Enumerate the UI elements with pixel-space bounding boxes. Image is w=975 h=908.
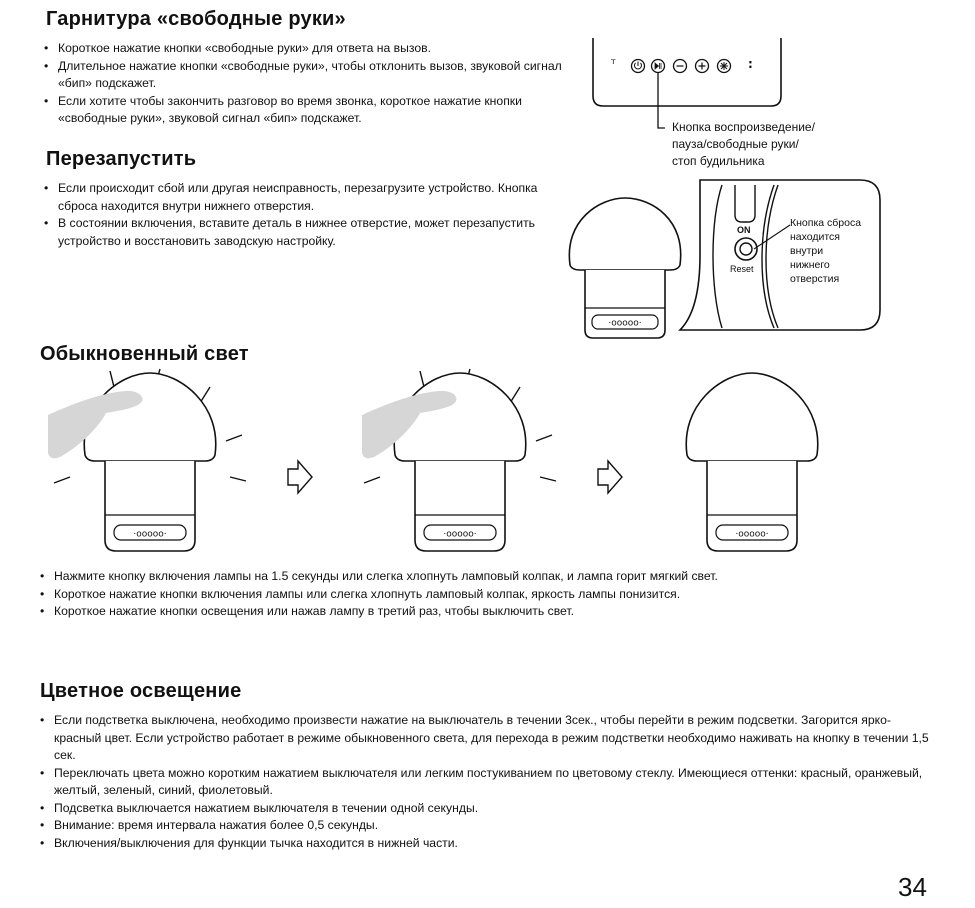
playpause-callout: Кнопка воспроизведение/ пауза/свободные руки/ стоп будильника	[672, 120, 815, 168]
list-item: • Переключать цвета можно коротким нажатием выключателя или легким постукиванием по цветовому стеклу. Имеющиеся оттенки: красный, оранжевый, желтый, зеленый, синий, фиолетовый.	[40, 765, 930, 800]
normal-light-list	[40, 568, 940, 621]
list-item: • Если происходит сбой или другая неисправность, перезагрузите устройство. Кнопка сброса находится внутри нижнего отверстия.	[44, 180, 564, 215]
section-title-normal-light: Обыкновенный свет	[40, 343, 249, 365]
list-item: • Короткое нажатие кнопки «свободные руки» для ответа на вызов.	[44, 40, 574, 58]
reset-callout: Кнопка сброса находится внутри нижнего отверстия	[790, 217, 862, 285]
list-item: • Короткое нажатие кнопки включения лампы или слегка хлопнуть ламповый колпак, яркость лампы понизится.	[40, 586, 940, 604]
page-number: 34	[898, 872, 927, 902]
indicator-icon: :	[748, 57, 753, 71]
arrow-right-icon	[598, 461, 622, 493]
arrow-right-icon	[288, 461, 312, 493]
list-item: • Внимание: время интервала нажатия более 0,5 секунды.	[40, 817, 930, 835]
list-item: • Включения/выключения для функции тычка находится в нижней части.	[40, 835, 930, 853]
lamp-off-illustration	[686, 373, 818, 551]
section-title-restart: Перезапустить	[46, 148, 197, 170]
lamp-small-illustration	[560, 190, 690, 340]
section-title-color-light: Цветное освещение	[40, 680, 242, 702]
svg-text:·ooooo·: ·ooooo·	[608, 318, 642, 329]
mic-icon: ᵀ	[611, 57, 616, 71]
handsfree-list	[44, 40, 574, 128]
list-item: • Нажмите кнопку включения лампы на 1.5 секунды или слегка хлопнуть ламповый колпак, и лампа горит мягкий свет.	[40, 568, 940, 586]
color-light-list	[40, 712, 930, 852]
on-label: ON	[737, 225, 751, 235]
restart-list	[44, 180, 564, 250]
list-item: • Подсветка выключается нажатием выключателя в течении одной секунды.	[40, 800, 930, 818]
reset-label: Reset	[730, 264, 754, 274]
list-item: • В состоянии включения, вставите деталь в нижнее отверстие, может перезапустить устройство и восстановить заводскую настройку.	[44, 215, 564, 250]
list-item: • Длительное нажатие кнопки «свободные руки», чтобы отклонить вызов, звуковой сигнал «бип» подскажет.	[44, 58, 574, 93]
list-item: • Если подстветка выключена, необходимо произвести нажатие на выключатель в течении 3сек., чтобы перейти в режим подсветки. Загорится ярко-красный цвет. Если устройство работает в режиме обыкновенного света, для перехода в режим подстветки необходимо наживать на кнопку в течении 1,5 сек.	[40, 712, 930, 765]
section-title-handsfree: Гарнитура «свободные руки»	[46, 8, 346, 30]
list-item: • Короткое нажатие кнопки освещения или нажав лампу в третий раз, чтобы выключить свет.	[40, 603, 940, 621]
lamp-sequence-illustration: ·ooooo·	[30, 365, 910, 565]
list-item: • Если хотите чтобы закончить разговор во время звонка, короткое нажатие кнопки «свободные руки», звуковой сигнал «бип» подскажет.	[44, 93, 574, 128]
